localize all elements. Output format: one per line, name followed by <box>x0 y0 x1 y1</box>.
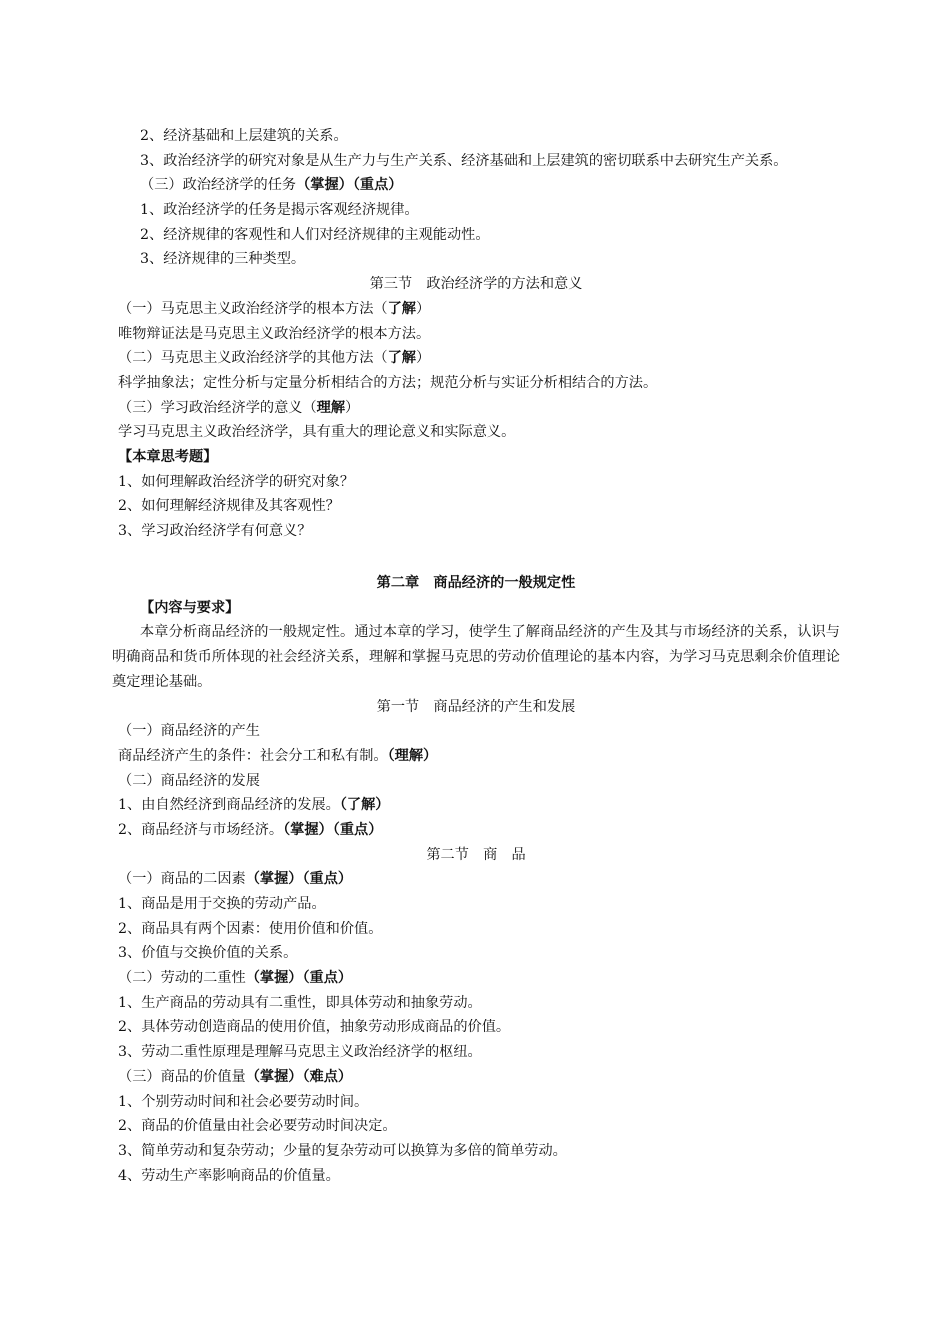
paragraph: 3、政治经济学的研究对象是从生产力与生产关系、经济基础和上层建筑的密切联系中去研究生产关系。 <box>140 152 788 169</box>
subsection-heading: （二）商品经济的发展 <box>118 772 260 789</box>
subsection-heading-text: （一）商品的二因素 <box>118 871 246 888</box>
section-title: 第二节 商 品 <box>426 846 526 863</box>
subsection-heading-text: （三）政治经济学的任务 <box>140 177 297 194</box>
chapter-intro: 本章分析商品经济的一般规定性。通过本章的学习，使学生了解商品经济的产生及其与市场经济的关系，认识与明确商品和货币所体现的社会经济关系，理解和掌握马克思的劳动价值理论的基本内容，为学习马克思剩余价值理论奠定理论基础。 <box>112 624 840 690</box>
subsection-heading-text: （三）学习政治经济学的意义（ <box>118 399 317 416</box>
subsection-heading <box>112 173 840 198</box>
subsection-heading <box>112 966 840 991</box>
requirement-tag: 理解 <box>316 399 346 416</box>
list-item: 3、价值与交换价值的关系。 <box>118 945 298 962</box>
subsection-heading-text: （二）劳动的二重性 <box>118 970 246 987</box>
subsection-heading: （一）商品经济的产生 <box>118 723 260 740</box>
bracket: ） <box>345 399 360 416</box>
list-item-text: 1、由自然经济到商品经济的发展。 <box>118 797 340 814</box>
list-item: 4、劳动生产率影响商品的价值量。 <box>118 1167 340 1184</box>
list-item-text: 2、商品经济与市场经济。 <box>118 821 284 838</box>
bracket: ） <box>415 350 431 367</box>
list-item: 3、经济规律的三种类型。 <box>140 251 306 268</box>
requirement-tag: （掌握）（难点） <box>245 1068 353 1085</box>
list-item: 2、经济基础和上层建筑的关系。 <box>140 128 348 144</box>
body-line <box>112 744 840 769</box>
subsection-heading <box>112 867 840 892</box>
list-item: 2、具体劳动创造商品的使用价值，抽象劳动形成商品的价值。 <box>118 1019 511 1036</box>
subsection-heading-text: （三）商品的价值量 <box>118 1068 246 1085</box>
list-item: 1、生产商品的劳动具有二重性，即具体劳动和抽象劳动。 <box>118 994 482 1011</box>
subsection-heading <box>112 1065 840 1090</box>
question-item: 2、如何理解经济规律及其客观性？ <box>118 498 340 515</box>
document-page <box>112 124 840 1188</box>
requirements-heading: 【内容与要求】 <box>140 599 240 616</box>
section-title: 第一节 商品经济的产生和发展 <box>376 698 576 715</box>
requirement-tag: （掌握）（重点） <box>283 821 383 838</box>
subsection-heading <box>112 346 840 371</box>
list-item: 2、商品的价值量由社会必要劳动时间决定。 <box>118 1118 397 1135</box>
requirement-tag: （了解） <box>339 797 390 814</box>
subsection-heading <box>112 297 840 322</box>
requirement-tag: （掌握）（重点） <box>245 871 353 888</box>
list-item <box>112 818 840 843</box>
requirement-tag: （掌握）（重点） <box>296 177 403 194</box>
body-line: 科学抽象法；定性分析与定量分析相结合的方法；规范分析与实证分析相结合的方法。 <box>118 374 658 391</box>
subsection-heading-text: （二）马克思主义政治经济学的其他方法（ <box>118 350 388 367</box>
list-item <box>112 793 840 818</box>
requirement-tag: （掌握）（重点） <box>245 970 353 987</box>
spacer <box>112 544 840 570</box>
list-item: 2、商品具有两个因素：使用价值和价值。 <box>118 920 383 937</box>
bracket: ） <box>415 300 431 317</box>
chapter-title: 第二章 商品经济的一般规定性 <box>376 574 576 591</box>
body-text: 商品经济产生的条件：社会分工和私有制。 <box>118 747 388 764</box>
subsection-heading <box>112 396 840 421</box>
list-item: 1、个别劳动时间和社会必要劳动时间。 <box>118 1093 369 1110</box>
list-item: 3、简单劳动和复杂劳动；少量的复杂劳动可以换算为多倍的简单劳动。 <box>118 1142 567 1159</box>
requirement-tag: 了解 <box>387 300 416 317</box>
requirement-tag: （理解） <box>387 747 438 764</box>
questions-heading: 【本章思考题】 <box>118 448 218 465</box>
question-item: 1、如何理解政治经济学的研究对象？ <box>118 473 355 490</box>
body-line: 学习马克思主义政治经济学，具有重大的理论意义和实际意义。 <box>118 424 516 441</box>
requirement-tag: 了解 <box>387 350 416 367</box>
list-item: 2、经济规律的客观性和人们对经济规律的主观能动性。 <box>140 226 490 243</box>
list-item: 1、商品是用于交换的劳动产品。 <box>118 896 326 912</box>
list-item: 1、政治经济学的任务是揭示客观经济规律。 <box>140 202 419 219</box>
section-title: 第三节 政治经济学的方法和意义 <box>369 276 583 293</box>
list-item: 3、劳动二重性原理是理解马克思主义政治经济学的枢纽。 <box>118 1044 482 1061</box>
question-item: 3、学习政治经济学有何意义？ <box>118 523 312 540</box>
body-line: 唯物辩证法是马克思主义政治经济学的根本方法。 <box>118 325 431 342</box>
subsection-heading-text: （一）马克思主义政治经济学的根本方法（ <box>118 300 388 317</box>
